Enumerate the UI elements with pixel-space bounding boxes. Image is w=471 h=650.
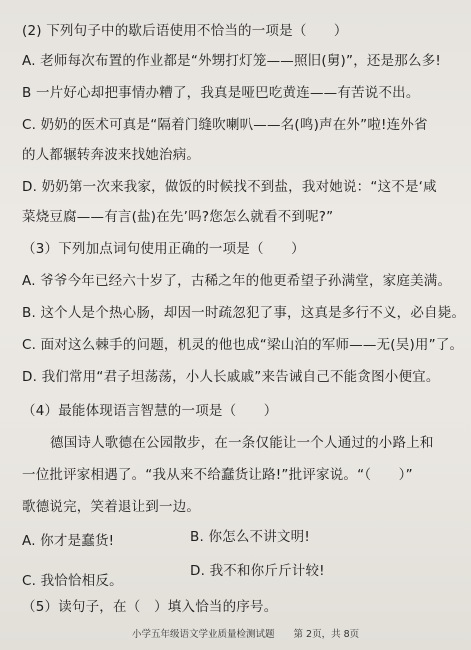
q3-stem: （3）下列加点词句使用正确的一项是（ ） (22, 241, 305, 257)
q4-option-d: D. 我不和你斤斤计较! (190, 563, 325, 579)
q4-option-row2 (22, 572, 123, 590)
q2-option-d-line1: D. 奶奶第一次来我家，做饭的时候找不到盐，我对她说：“这不是‘咸 (22, 179, 437, 195)
q2-option-d-line2: 菜烧豆腐——有言(盐)在先’吗?您怎么就看不到呢?” (22, 209, 334, 225)
page-footer: 小学五年级语文学业质量检测试题 第 2页，共 8页 (132, 629, 360, 640)
q4-option-a: A. 你才是蠢货! (22, 533, 115, 549)
q4-option-c: C. 我恰恰相反。 (22, 573, 123, 589)
q2-option-c-line1: C. 奶奶的医术可真是“隔着门缝吹喇叭——名(鸣)声在外”啦!连外省 (22, 117, 428, 133)
q4-stem: （4）最能体现语言智慧的一项是（ ） (22, 403, 278, 419)
q4-passage-line1: 德国诗人歌德在公园散步，在一条仅能让一个人通过的小路上和 (50, 435, 434, 451)
q4-option-row1 (22, 532, 114, 550)
q2-option-b: B 一片好心却把事情办糟了，我真是哑巴吃黄连——有苦说不出。 (22, 85, 420, 101)
q5-stem: （5）读句子，在（ ）填入恰当的序号。 (22, 599, 278, 615)
q3-option-d: D. 我们常用“君子坦荡荡，小人长戚戚”来告诫自己不能贪图小便宜。 (22, 369, 440, 385)
q3-option-c: C. 面对这么棘手的问题，机灵的他也成“梁山泊的军师——无(吴)用”了。 (22, 337, 464, 353)
q4-option-d-wrap (190, 562, 325, 580)
q4-option-b-wrap (190, 528, 310, 546)
q4-passage-line2: 一位批评家相遇了。“我从来不给蠢货让路!”批评家说。“（ ）” (22, 467, 413, 483)
q4-option-b: B. 你怎么不讲文明! (190, 529, 310, 545)
q2-stem: (2) 下列句子中的歇后语使用不恰当的一项是（ ） (22, 23, 348, 39)
q3-option-b: B. 这个人是个热心肠，却因一时疏忽犯了事，这真是多行不义，必自毙。 (22, 305, 466, 321)
q2-option-c-line2: 的人都辗转奔波来找她治病。 (22, 147, 201, 163)
q2-option-a: A. 老师每次布置的作业都是“外甥打灯笼——照旧(舅)”，还是那么多! (22, 53, 442, 69)
q3-option-a: A. 爷爷今年已经六十岁了，古稀之年的他更希望子孙满堂，家庭美满。 (22, 273, 452, 289)
q4-passage-line3: 歌德说完，笑着退让到一边。 (22, 499, 201, 515)
